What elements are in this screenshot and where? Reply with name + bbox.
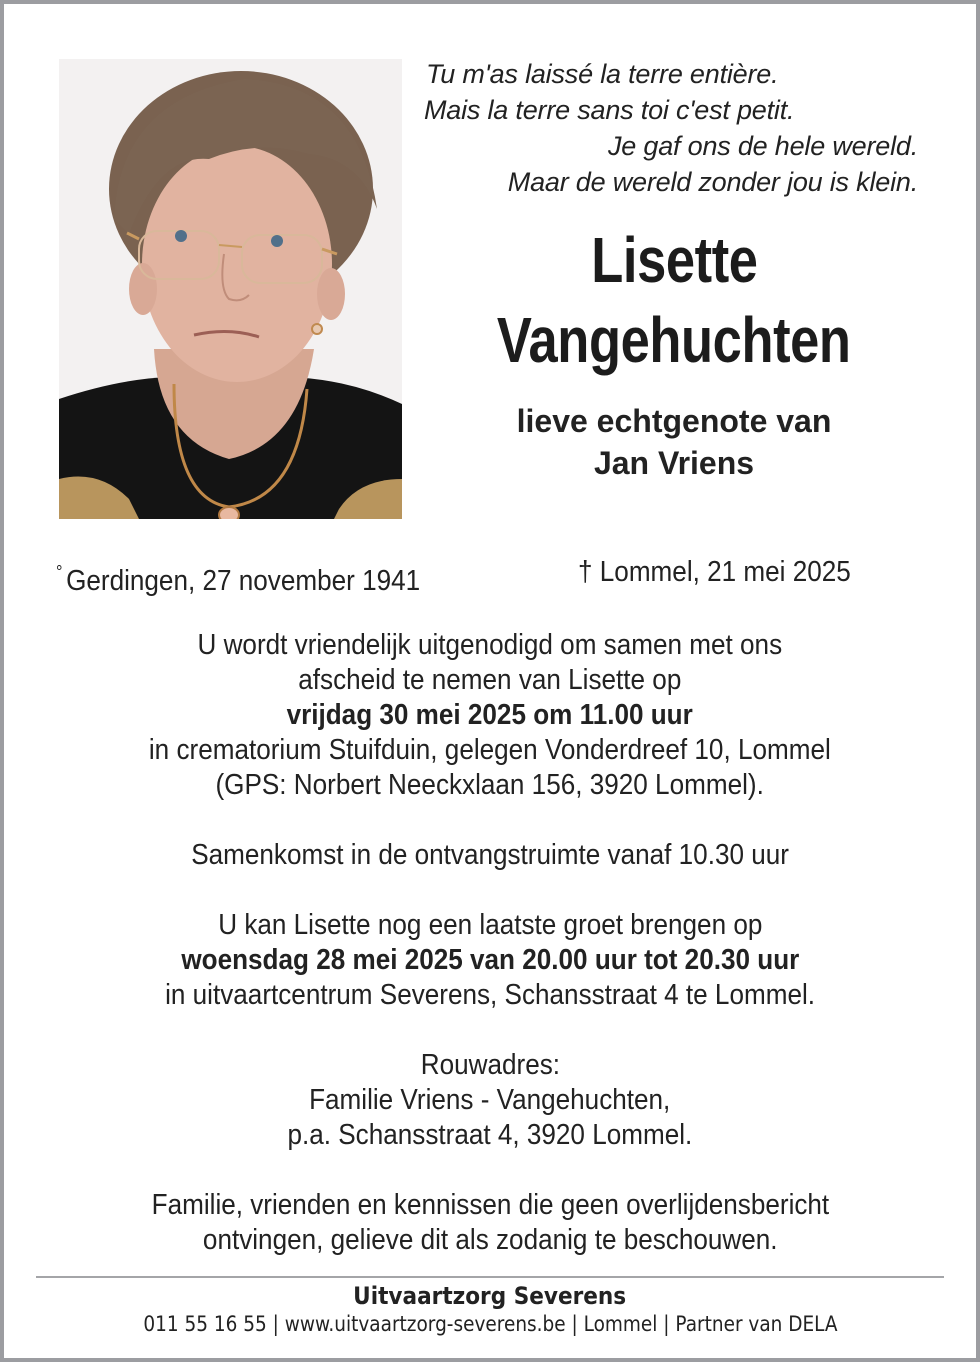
spouse-name: Jan Vriens: [593, 445, 755, 481]
visitation-intro: U kan Lisette nog een laatste groet brengen op: [217, 909, 763, 941]
footer-divider: [36, 1276, 944, 1278]
relation-label: lieve echtgenote van: [516, 403, 832, 439]
funeral-home-name: Uitvaartzorg Severens: [353, 1282, 627, 1310]
notice-text: Familie, vrienden en kennissen die geen overlijdensbericht: [151, 1189, 829, 1221]
portrait-photo: [59, 59, 402, 519]
spouse-line: [424, 400, 924, 484]
cross-icon: †: [578, 556, 593, 588]
deceased-last-name: Vangehuchten: [497, 304, 851, 376]
birth-place-date: Gerdingen, 27 november 1941: [66, 565, 421, 597]
ceremony-datetime: vrijdag 30 mei 2025 om 11.00 uur: [286, 699, 694, 731]
mourning-address: p.a. Schansstraat 4, 3920 Lommel.: [287, 1119, 693, 1151]
ceremony-location: in crematorium Stuifduin, gelegen Vonderdreef 10, Lommel: [149, 734, 831, 766]
poem: [404, 56, 918, 200]
announcement-body: [4, 628, 976, 1258]
ceremony-intro: U wordt vriendelijk uitgenodigd om samen met ons: [197, 629, 783, 661]
gathering-text: Samenkomst in de ontvangstruimte vanaf 10.30 uur: [191, 839, 789, 871]
notice-text: ontvingen, gelieve dit als zodanig te beschouwen.: [202, 1224, 778, 1256]
ceremony-intro: afscheid te nemen van Lisette op: [298, 664, 682, 696]
visitation-datetime: woensdag 28 mei 2025 van 20.00 uur tot 20.30 uur: [181, 944, 799, 976]
ceremony-gps: (GPS: Norbert Neeckxlaan 156, 3920 Lommel).: [215, 769, 765, 801]
mourning-address-name: Familie Vriens - Vangehuchten,: [309, 1084, 671, 1116]
visitation-location: in uitvaartcentrum Severens, Schansstraat 4 te Lommel.: [165, 979, 815, 1011]
birth-info: [56, 554, 420, 599]
deceased-first-name: Lisette: [590, 224, 758, 296]
mourning-address-label: Rouwadres:: [420, 1049, 560, 1081]
birth-symbol-icon: °: [56, 562, 63, 582]
poem-line: Je gaf ons de hele wereld.: [607, 131, 918, 161]
portrait-image: [59, 59, 402, 519]
poem-line: Tu m'as laissé la terre entière.: [426, 59, 779, 89]
funeral-home-contact: 011 55 16 55 | www.uitvaartzorg-severens.be | Lommel | Partner van DELA: [142, 1312, 838, 1336]
death-place-date: Lommel, 21 mei 2025: [599, 556, 851, 588]
death-info: [578, 554, 851, 590]
poem-line: Mais la terre sans toi c'est petit.: [424, 95, 795, 125]
obituary-card: [4, 4, 976, 1358]
poem-line: Maar de wereld zonder jou is klein.: [507, 167, 918, 197]
